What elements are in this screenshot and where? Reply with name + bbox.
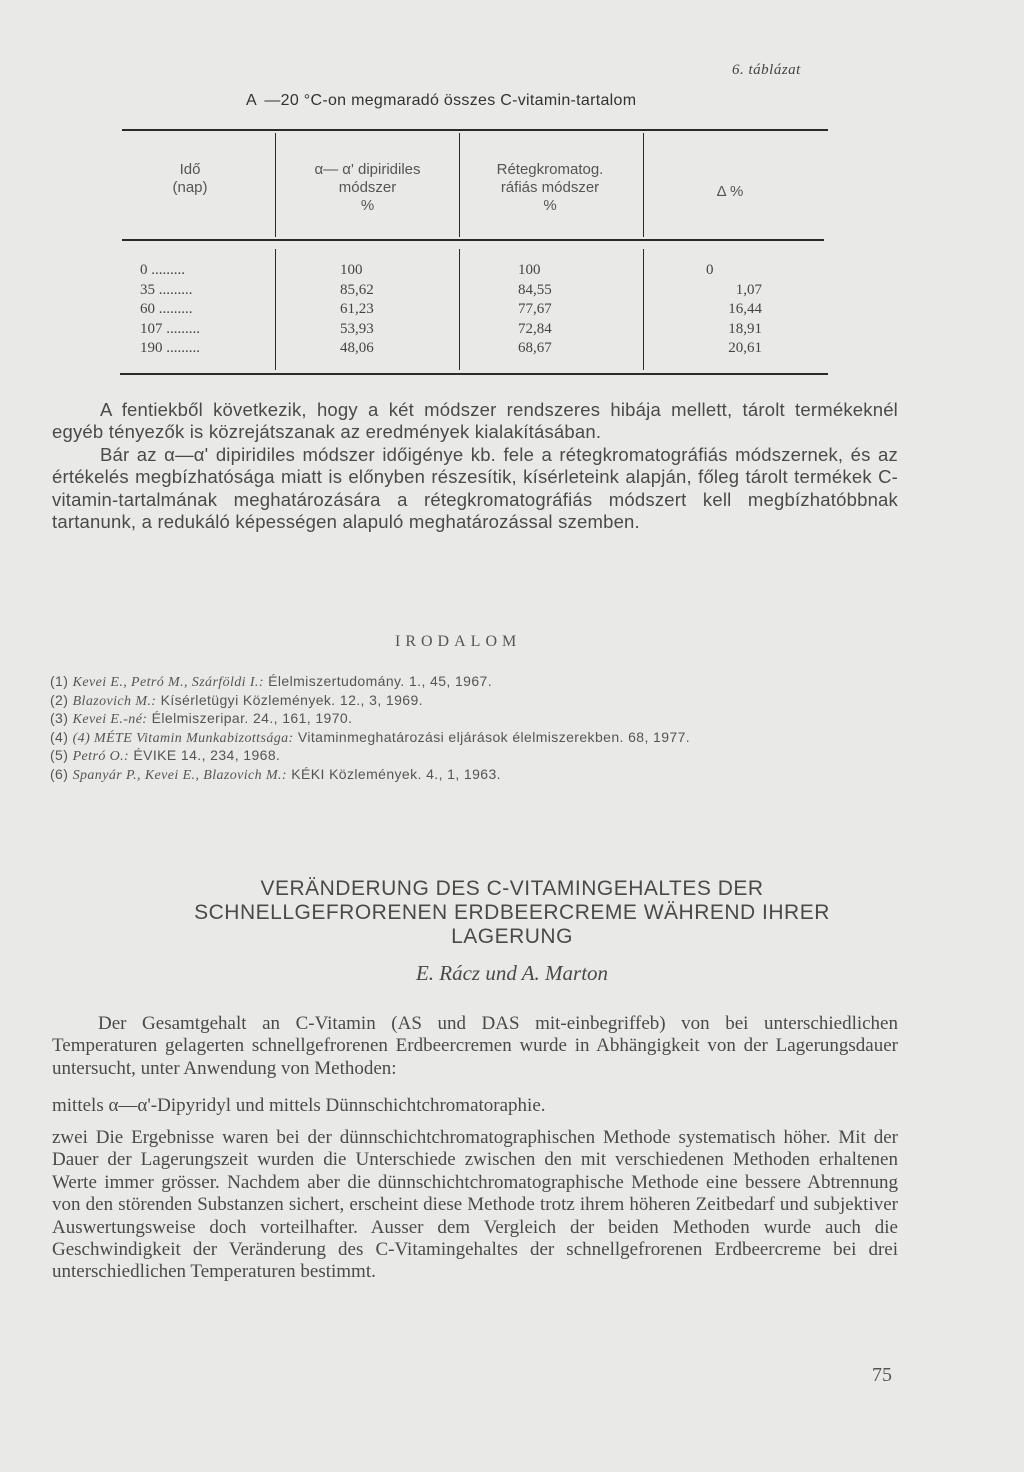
header-text: Idő [179,161,201,178]
header-text: módszer [338,179,397,196]
reference-item: (3) Kevei E.-né: Élelmiszeripar. 24., 161, 1970. [50,710,353,727]
paragraph: Bár az α—α' dipiridiles módszer időigénye kb. fele a rétegkromatográfiás módszernek, és az értékelés megbízhatósága miatt is előnyben részesítik, kísérleteink alapján, főleg tárolt termékek C-vitamin-tartalmának meghatározására a rétegkromatográfiás módszert kell megbízhatóbbnak tartanunk, a redukáló képességen alapuló meghatározással szemben. [52,443,898,533]
column-days [140,261,264,359]
header-text: % [360,197,375,214]
title-line: LAGERUNG [451,925,573,948]
table-cell: 53,93 [340,320,374,337]
header-text: % [543,197,557,214]
table-cell: 100 [340,262,363,278]
table-cell: 72,84 [518,320,552,337]
column-header-time [150,161,230,197]
table-cell: 0 ......... [140,262,185,278]
reference-item: (5) Petró O.: ÉVIKE 14., 234, 1968. [50,747,281,764]
table-cell: 35 ......... [140,281,193,298]
table-col-rule [459,133,460,237]
german-summary-authors: E. Rácz und A. Marton [415,961,609,985]
column-header-dipiridiles [290,161,445,215]
table-cell: 68,67 [518,340,552,356]
table-cell: 61,23 [340,301,374,317]
table-cell: 100 [518,262,541,278]
table-col-rule [643,249,644,370]
column-delta-values [680,261,762,359]
table-cell: 1,07 [735,281,762,298]
table-bottom-rule [120,373,828,375]
paragraph: Der Gesamtgehalt an C-Vitamin (AS und DAS mit-einbegriffeb) von bei unterschiedlichen Temperaturen gelagerten schnellgefrorenen Erdbeercremen wurde in Abhängigkeit von der Lagerungsdauer untersucht, unter Anwendung von Methoden: [52,1013,898,1079]
table-col-rule [643,133,644,237]
german-paragraph-2 [52,1095,898,1117]
hungarian-conclusion [52,399,898,533]
table-cell: 190 ......... [140,340,200,356]
column-retegkromatog-values [518,261,578,359]
table-top-rule [122,129,828,131]
column-dipiridiles-values [340,261,400,359]
german-summary-title [100,877,924,949]
reference-item: (2) Blazovich M.: Kísérletügyi Közlemények. 12., 3, 1969. [50,691,423,709]
table-title: A —20 °C-on megmaradó összes C-vitamin-tartalom [246,92,637,109]
table-cell: 48,06 [340,340,374,356]
german-paragraph-3 [52,1127,898,1284]
table-number-label: 6. táblázat [732,62,801,78]
reference-item: (4) (4) MÉTE Vitamin Munkabizottsága: Vitaminmeghatározási eljárások élelmiszerekben. 68, 1977. [50,728,691,746]
column-header-delta [690,183,770,201]
page-number: 75 [872,1364,892,1386]
table-header-rule [122,239,824,241]
reference-item: (1) Kevei E., Petró M., Szárföldi I.: Élelmiszertudomány. 1., 45, 1967. [50,673,493,690]
header-text: ráfiás módszer [500,179,600,196]
table-cell: 0 [706,262,714,278]
references-heading: IRODALOM [395,633,522,650]
header-text: Δ % [716,183,744,200]
paragraph: mittels α—α'-Dipyridyl und mittels Dünnschichtchromatoraphie. [52,1095,546,1116]
table-col-rule [459,249,460,370]
column-header-retegkromatog [470,161,630,215]
header-text: Rétegkromatog. [496,161,604,178]
paragraph: A fentiekből következik, hogy a két módszer rendszeres hibája mellett, tárolt termékeknél egyéb tényezők is közrejátszanak az eredmények kialakításában. [52,399,898,443]
table-cell: 18,91 [728,320,762,337]
title-line: SCHNELLGEFRORENEN ERDBEERCREME WÄHREND IHRER [194,901,830,924]
table-cell: 84,55 [518,281,552,298]
header-text: (nap) [172,179,208,196]
table-cell: 60 ......... [140,301,193,317]
german-paragraph-1 [52,1013,898,1080]
table-col-rule [275,133,276,237]
table-cell: 20,61 [728,340,762,356]
paragraph: zwei Die Ergebnisse waren bei der dünnschichtchromatographischen Methode systematisch höher. Mit der Dauer der Lagerungszeit wurden die Unterschiede zwischen den mit verschiedenen Methoden erhaltenen Werte immer grösser. Nachdem aber die dünnschichtchromatographische Methode eine bessere Abtrennung von den störenden Substanzen sichert, erscheint diese Methode trotz ihrem höheren Zeitbedarf und subjektiver Auswertungsweise doch vorteilhafter. Ausser dem Vergleich der beiden Methoden wurde auch die Geschwindigkeit der Veränderung des C-Vitamingehaltes der schnellgefrorenen Erdbeercreme bei drei unterschiedlichen Temperaturen bestimmt. [52,1127,898,1283]
title-line: VERÄNDERUNG DES C-VITAMINGEHALTES DER [260,877,764,900]
reference-item: (6) Spanyár P., Kevei E., Blazovich M.: KÉKI Közlemények. 4., 1, 1963. [50,765,501,783]
header-text: α— α' dipiridiles [314,161,421,178]
references-list [50,673,900,784]
table-col-rule [275,249,276,370]
table-cell: 16,44 [728,301,762,317]
table-cell: 77,67 [518,301,552,317]
table-cell: 85,62 [340,281,374,298]
table-cell: 107 ......... [140,320,200,337]
